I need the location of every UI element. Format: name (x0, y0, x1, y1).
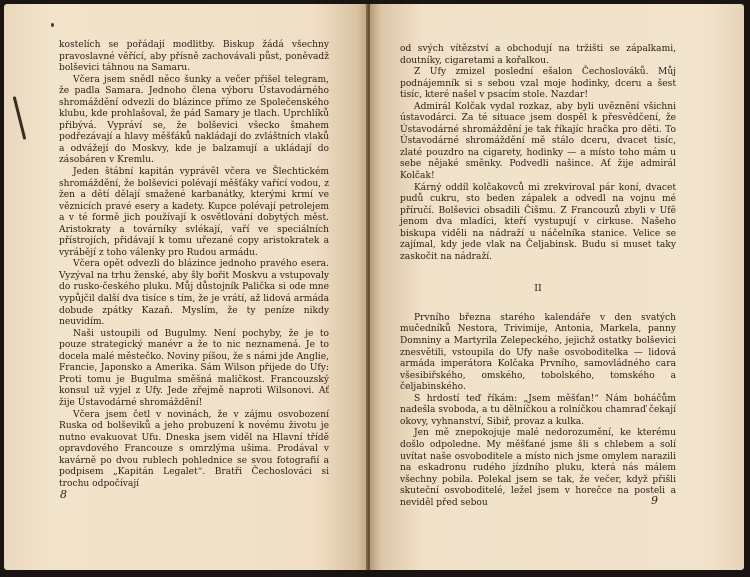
section-heading: II (534, 283, 542, 295)
paragraph: Naši ustoupili od Bugulmy. Není pochyby, že je to pouze strategický manévr a že to nic neznamená. Je to docela malé městečko. Noviny píšou, že s námi jde Anglie, Francie, Japonsko a Amerika. Sám Wilson přijede do Ufy: Proti tomu je Bugulma směšná maličkost. Francouzský konsul už vyjel z Ufy. Jede zřejmě naproti Wilsonovi. Ať žije Ústavodárné shromáždění! (59, 328, 329, 408)
paragraph: Kárný oddíl kolčakovců mi zrekviroval pár koní, dvacet pudů cukru, sto beden zápalek a odvedl na vojnu mé příručí. Bolševici obsadili Čišmu. Z Francouzů zbyli v Ufě jenom dva mladíci, kteří vystupují v cirkuse. Našeho biskupa viděli na nádraží u náčelníka stanice. Velice se zajímal, kdy jede vlak na Čeljabinsk. Budu si muset taky zaskočit na nádraží. (400, 182, 676, 262)
paragraph: od svých vítězství a obchodují na tržišti se zápalkami, doutníky, cigaretami a kořalkou. (400, 44, 676, 66)
paragraph: Admirál Kolčak vydal rozkaz, aby byli uvěznění všichni ústavodárci. Za té situace jsem dospěl k přesvědčení, že Ústavodárné shromáždění je tak říkajíc hračka pro děti. To Ústavodárné shromáždění mě stálo dceru, dvacet tisíc, zlaté pouzdro na cigarety, hodinky — a místo toho mám u sebe nějaké směnky. Podvedli našince. Ať žije admirál Kolčak! (400, 101, 676, 182)
pencil-mark (13, 96, 27, 139)
right-page (370, 4, 744, 570)
left-page-text (59, 4, 329, 490)
left-page (4, 4, 368, 570)
paragraph: S hrdostí teď říkám: „Jsem měšťan!“ Nám boháčům nadešla svoboda, a tu dělníčkou a rolníčkou chamraď čekají okovy, vyhnanství, Sibiř, provaz a kulka. (400, 393, 676, 427)
paragraph: Včera opět odvezli do blázince jednoho pravého esera. Vyzýval na trhu ženské, aby šly bořit Moskvu a vstupovaly do rusko-českého pluku. Můj důstojník Palička si ode mne vypůjčil další dva tisíce s tím, že je vrátí, až lidová armáda dobude zpátky Kazaň. Myslím, že ty peníze nikdy neuvidím. (59, 259, 329, 328)
paragraph: kostelích se pořádají modlitby. Biskup žádá všechny pravoslavné věřící, aby přísně zachovávali půst, poněvadž bolševici táhnou na Samaru. (59, 40, 329, 74)
paragraph: Jen mě znepokojuje malé nedorozumění, ke kterému došlo odpoledne. My měšťané jsme šli s chlebem a solí uvítat naše osvoboditele a místo nich jsme omylem narazili na eskadronu rudého jízdního pluku, která nás málem všechny pobila. Polekal jsem se tak, že večer, když přišli skuteční osvoboditelé, ležel jsem v horečce na posteli a neviděl před sebou (400, 428, 676, 508)
page-speck (51, 23, 54, 27)
right-page-text (400, 4, 676, 509)
paragraph: Včera jsem četl v novinách, že v zájmu osvobození Ruska od bolševiků a jeho probuzení k novému životu je nutno evakuovat Ufu. Dneska jsem viděl na Hlavní třídě opravdového Francouze s omrzlýma ušima. Prodával v kavárně po dvou rublech pohlednice se svou fotografií a podpisem „Kapitán Legalet“. Bratři Čechoslováci si trochu odpočívají (59, 409, 329, 489)
paragraph: Jeden štábní kapitán vyprávěl včera ve Šlechtickém shromáždění, že bolševici polévají měšťáky vařící vodou, z žen a dětí dělají smažené karbanátky, kterými krmí ve věznicích pravé esery a kadety. Kupce polévají petrolejem a v té formě jich používají k osvětlování dobytých měst. Aristokraty a továrníky svlékají, vaří ve speciálních přístrojích, přidávají k tomu uřezané copy aristokratek a vyrábějí z toho válenky pro Rudou armádu. (59, 167, 329, 258)
paragraph: Z Ufy zmizel poslední ešalon Čechoslováků. Můj podnájemník si s sebou vzal moje hodinky, dceru a šest tisíc, které našel v psacím stole. Nazdar! (400, 67, 676, 101)
paragraph: Včera jsem snědl něco šunky a večer přišel telegram, že padla Samara. Jednoho člena výboru Ústavodárného shromáždění odvezli do blázince přímo ze Společenského klubu, kde prohlašoval, že pád Samary je tlach. Uprchlíků přibývá. Vypráví se, že bolševici všecko šmahem podřezávají a hlavy měšťáků nakládají do zvláštních vlaků a odvážejí do Moskvy, kde je balzamují a ukládají do zásobáren v Kremlu. (59, 74, 329, 166)
paragraph: Prvního března starého kalendáře v den svatých mučedníků Nestora, Trivimije, Antonia, Markela, panny Domniny a Martyrila Zelepeckého, jejichž ostatky bolševici znesvětili, vstoupila do Ufy naše osvoboditelka — lidová armáda imperátora Kolčaka Prvního, samovládného cara všesibiřského, omského, tobolského, tomského a čeljabinského. (400, 312, 676, 393)
page-number: 9 (651, 494, 658, 507)
page-number: 8 (60, 488, 67, 501)
